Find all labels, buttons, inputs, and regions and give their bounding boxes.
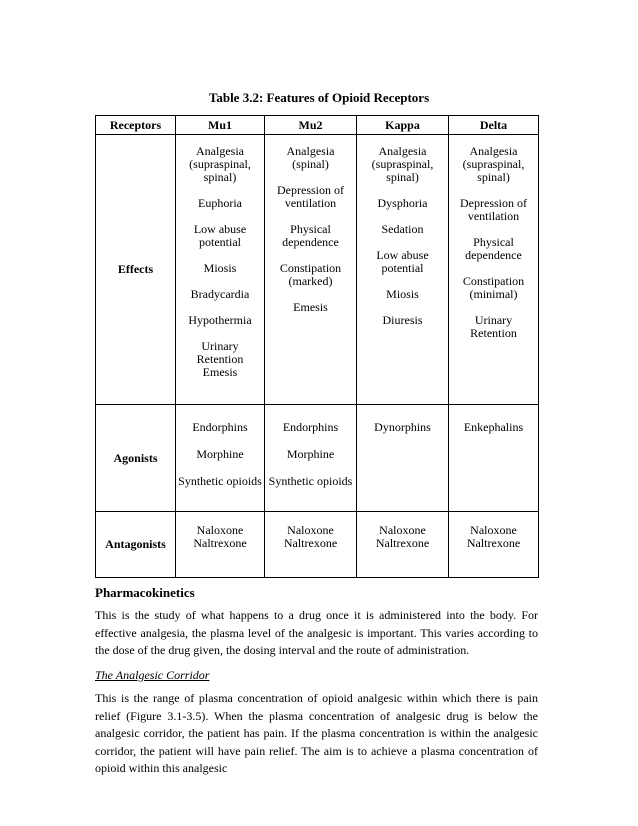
cell-item: Endorphins: [192, 420, 248, 434]
cell-item: Hypothermia: [188, 313, 252, 327]
table-row-antagonists: [96, 512, 539, 578]
cell-antagonists-mu2: [265, 512, 357, 578]
row-label-effects: Effects: [96, 135, 176, 405]
cell-agonists-kappa: [357, 405, 449, 512]
cell-item: Sedation: [381, 222, 424, 236]
table-caption: Table 3.2: Features of Opioid Receptors: [208, 90, 430, 105]
cell-item: Morphine: [196, 447, 244, 461]
cell-item: Depression of ventilation: [460, 196, 527, 223]
cell-item: Physical dependence: [465, 235, 522, 262]
cell-item: Miosis: [386, 287, 419, 301]
header-receptors: Receptors: [96, 116, 176, 135]
cell-effects-mu2: [265, 135, 357, 405]
cell-item: Low abuse potential: [376, 248, 429, 275]
cell-item: Naloxone Naltrexone: [283, 523, 338, 550]
cell-item: Synthetic opioids: [268, 474, 353, 488]
cell-effects-delta: [449, 135, 539, 405]
cell-item: Enkephalins: [463, 420, 524, 434]
header-mu1: Mu1: [176, 116, 265, 135]
cell-item: Naloxone Naltrexone: [466, 523, 521, 550]
paragraph-pharmacokinetics: This is the study of what happens to a drug once it is administered into the body. For effective analgesia, the plasma level of the analgesic is important. This varies according to the dose of the drug given, the dosing interval and the route of administration.: [95, 608, 538, 657]
cell-item: Physical dependence: [282, 222, 339, 249]
cell-item: Analgesia (supraspinal, spinal): [189, 144, 251, 184]
cell-item: Endorphins: [282, 420, 339, 434]
cell-item: Naloxone Naltrexone: [193, 523, 247, 550]
cell-antagonists-kappa: [357, 512, 449, 578]
cell-item: Naloxone Naltrexone: [375, 523, 430, 550]
cell-item: Analgesia (spinal): [286, 144, 335, 171]
cell-item: Morphine: [286, 447, 335, 461]
table-row-agonists: [96, 405, 539, 512]
row-label-agonists: Agonists: [96, 405, 176, 512]
cell-item: Analgesia (supraspinal, spinal): [462, 144, 525, 184]
cell-effects-mu1: [176, 135, 265, 405]
cell-item: Constipation (marked): [279, 261, 342, 288]
table-row-effects: [96, 135, 539, 405]
opioid-receptors-table: [95, 115, 539, 578]
cell-item: Constipation (minimal): [462, 274, 525, 301]
cell-item: Bradycardia: [190, 287, 250, 301]
cell-item: Urinary Retention Emesis: [196, 339, 244, 379]
row-label-antagonists: Antagonists: [96, 512, 176, 578]
cell-item: Analgesia (supraspinal, spinal): [371, 144, 434, 184]
cell-agonists-mu2: [265, 405, 357, 512]
paragraph-analgesic-corridor: This is the range of plasma concentration of opioid analgesic within which there is pain relief (Figure 3.1-3.5). When the plasma concentration of analgesic drug is below the analgesic corridor, the patient has pain. If the plasma concentration is within the analgesic corridor, the patient will have pain relief. The aim is to achieve a plasma concentration of opioid within this analgesic: [95, 691, 538, 775]
section-title: Pharmacokinetics: [95, 585, 195, 600]
cell-agonists-mu1: [176, 405, 265, 512]
cell-item: Emesis: [293, 300, 328, 314]
cell-item: Synthetic opioids: [178, 474, 262, 488]
cell-item: Euphoria: [198, 196, 242, 210]
cell-antagonists-delta: [449, 512, 539, 578]
cell-item: Low abuse potential: [193, 222, 247, 249]
header-delta: Delta: [449, 116, 539, 135]
cell-item: Dynorphins: [374, 420, 431, 434]
header-kappa: Kappa: [357, 116, 449, 135]
header-mu2: Mu2: [265, 116, 357, 135]
cell-effects-kappa: [357, 135, 449, 405]
cell-antagonists-mu1: [176, 512, 265, 578]
subheading-analgesic-corridor: The Analgesic Corridor: [95, 668, 210, 682]
cell-item: Depression of ventilation: [277, 183, 344, 210]
table-header-row: [96, 116, 539, 135]
cell-item: Diuresis: [382, 313, 423, 327]
cell-agonists-delta: [449, 405, 539, 512]
cell-item: Miosis: [203, 261, 237, 275]
cell-item: Urinary Retention: [470, 313, 517, 340]
cell-item: Dysphoria: [377, 196, 428, 210]
